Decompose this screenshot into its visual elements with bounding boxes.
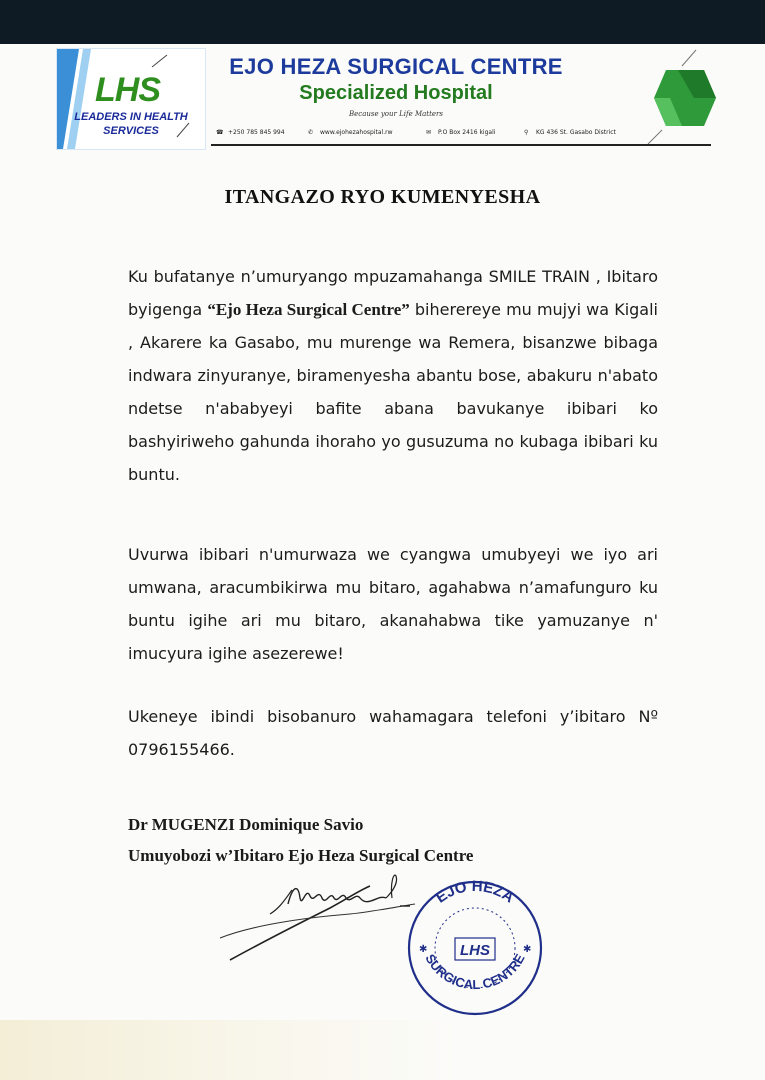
lhs-logo — [56, 48, 206, 150]
phone-icon: ☎ — [216, 129, 224, 136]
stamp-top-text: EJO HEZA — [432, 877, 518, 907]
hospital-type: Specialized Hospital — [299, 82, 493, 104]
stamp-star-right-icon: ✱ — [523, 944, 532, 955]
stamp-center-logo: LHS — [460, 942, 490, 959]
official-stamp — [395, 868, 555, 1018]
paragraph-announcement — [128, 260, 658, 491]
paragraph-contact: Ukeneye ibindi bisobanuro wahamagara telefoni y’ibitaro Nº 0796155466. — [128, 707, 658, 759]
paragraph-1-end: biherereye mu mujyi wa Kigali , Akarere ka Gasabo, mu murenge wa Remera, bisanzwe bibaga indwara zinyuranye, biramenyesha abantu bose, abakuru n'abato ndetse n'ababyeyi bafite abana bavukanye ibibari ko bashyiriweho gahunda ihoraho yo gusuzuma no kubaga ibibari ku buntu. — [128, 300, 659, 484]
green-hexagon-decoration — [626, 48, 716, 150]
page-bottom-shading — [0, 1020, 765, 1080]
globe-icon: ✆ — [308, 129, 314, 136]
hospital-name-highlight: “Ejo Heza Surgical Centre” — [207, 300, 410, 319]
logo-tagline-line2: SERVICES — [103, 125, 159, 137]
hospital-name: EJO HEZA SURGICAL CENTRE — [229, 54, 563, 79]
paragraph-benefits: Uvurwa ibibari n'umurwaza we cyangwa umubyeyi we iyo ari umwana, aracumbikirwa mu bitaro, agahabwa n’amafunguro ku buntu igihe ari mu bitaro, akanahabwa tike yamuzanye n' imucyura igihe asezerewe! — [128, 545, 658, 663]
top-dark-bar — [0, 0, 765, 44]
location-pin-icon: ⚲ — [524, 129, 529, 136]
logo-tagline-line1: LEADERS IN HEALTH — [74, 111, 188, 123]
logo-lhs-text: LHS — [95, 71, 160, 109]
contact-phone: +250 785 845 994 — [228, 129, 285, 136]
contact-address: KG 436 St. Gasabo District — [536, 129, 616, 136]
hospital-motto: Because your Life Matters — [349, 110, 443, 118]
contact-po-box: P.O Box 2416 kigali — [438, 129, 496, 136]
paragraph-1-start: Ku bufatanye n’umuryango mpuzamahanga SMILE TRAIN , Ibitaro byigenga — [128, 267, 658, 319]
signatory-title: Umuyobozi w’Ibitaro Ejo Heza Surgical Centre — [128, 846, 474, 865]
document-title: ITANGAZO RYO KUMENYESHA — [224, 186, 541, 208]
stamp-star-left-icon: ✱ — [419, 944, 428, 955]
letterhead — [56, 48, 716, 152]
stamp-bottom-text: SURGICAL CENTRE — [422, 951, 528, 993]
contact-website: www.ejohezahospital.rw — [320, 129, 393, 136]
signatory-name: Dr MUGENZI Dominique Savio — [128, 815, 364, 834]
mailbox-icon: ✉ — [426, 129, 432, 136]
